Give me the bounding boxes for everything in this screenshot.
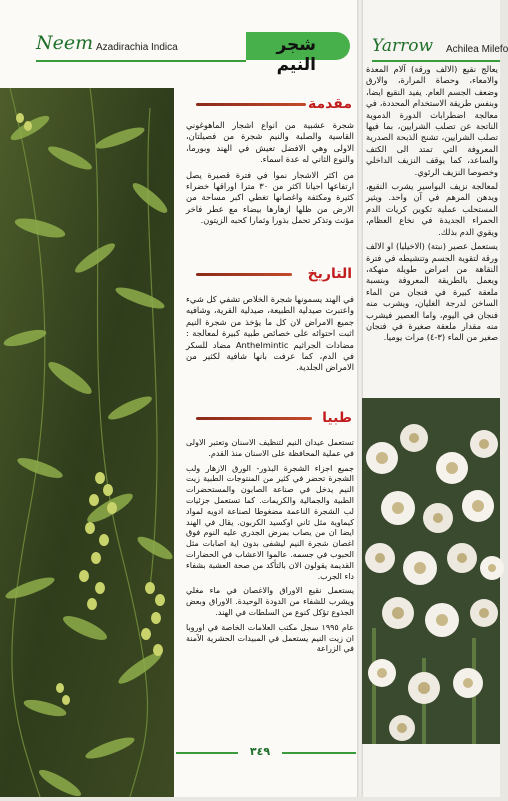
yarrow-title: Yarrow bbox=[372, 36, 434, 56]
neem-latin-name: Azadirachia Indica bbox=[96, 42, 178, 53]
intro-paragraph: شجرة عشبية من انواع اشجار الماهوغوني القاسية والصلبة والنيم شجرة من فصيلتان، الاولى وهي الافضل تعيش في الهند وبورما، والنوع الثاني له عدة اسماء. bbox=[186, 120, 354, 165]
header-rule-right bbox=[372, 60, 500, 62]
neem-title: Neem bbox=[36, 32, 94, 54]
section-rule-history bbox=[196, 273, 292, 276]
intro-paragraph: من اكثر الاشجار نموا في فترة قصيرة يصل ارتفاعها احيانا اكثر من ٣٠ مترا اوراقها خضراء كثيرة ومكثفة واغصانها تغطي اكبر مساحة من الارض من ظلها ازهارها بيضاء مع عطر فاخر مؤنث وتذكر تحمل بذورا وثمارا كحبه الزيتون. bbox=[186, 169, 354, 226]
yarrow-paragraph: يعالج نقيع (الالف ورقة) آلام المعدة والامعاء، وحصاة المرارة، والارق وضعف الجسم العام. يفيد النقيع ايضا، وبنفس طريقة الاستخدام المحددة، في معالجة اضطرابات الدورة الدموية الناتجة عن تصلب الشرايين، بما فيها تصلب الشرايين، تشنج الذبحة الصدرية المعروفة التي تمتد الى الكتف والساعد، كما يوقف النزيف الداخلي وخصوصا النزيف الرئوي. bbox=[366, 64, 498, 177]
section-title-medical: طبيا bbox=[322, 410, 352, 426]
section-title-history: التاريخ bbox=[307, 266, 352, 282]
medical-paragraph: جميع اجزاء الشجرة البذور- الورق الازهار ولب الشجرة تحضر في كثير من المنتوجات الطبية زيت النيم يدخل في صناعة الصابون والمستحضرات الطبية والجمالية والكريمات. كما تستعمل جزئيات لب الشجرة الناعمة مضغوطا لصناعة ادويه لمواد كيماوية مثل ثاني اوكسيد الكربون. يقال في الهند ايضا ان من يصاب بمرض الجدري عليه النوم فوق اغصان شجرة النيم ليشفى بدون اية اصابات مثل الحبوب في جسمه. عالموا الاعشاب في الحضارات القديمة يقولون الان بالتأكد من صحة العشبة بشفاء داء الجرب. bbox=[186, 463, 354, 581]
neem-branch-photo bbox=[0, 88, 174, 797]
medical-text bbox=[186, 438, 354, 659]
yarrow-text bbox=[366, 64, 498, 394]
page-number: ٣٤٩ bbox=[249, 745, 271, 758]
medical-paragraph: تستعمل عيدان النيم لتنظيف الاسنان وتعتبر الاولى في عملية المحافظة على الاسنان منذ القدم. bbox=[186, 438, 354, 458]
history-text bbox=[186, 294, 354, 378]
section-rule-intro bbox=[196, 103, 306, 106]
yarrow-flowers-illustration bbox=[362, 398, 500, 744]
section-title-intro: مقدمة bbox=[308, 96, 352, 112]
footer-rule-left bbox=[176, 752, 238, 754]
yarrow-latin-name: Achilea Milefo bbox=[446, 44, 508, 55]
neem-leaves-illustration bbox=[0, 88, 174, 797]
yarrow-paragraph: يستعمل عصير (نبتة) (الاخيليا) او الالف ورقة لتقوية الجسم وتنشيطه في فترة النقاهة من امراض طويلة منهكة، ويعمل بالطريقة المعروفة وبنسبة ملعقة كبيرة في فنجان من الماء الساخن لدرجة الغليان، ويشرب منه فنجان في اليوم، واما العصير فيشرب منه مقدار ملعقة صغيرة في فنجان صغير من الماء (٣-٤) مرات يوميا. bbox=[366, 241, 498, 343]
medical-paragraph: يستعمل نقيع الاوراق والاغصان في ماء مغلي ويشرب للشفاء من الدودة الوحيدة. الاوراق وبعض الجذوع تؤكل كنوع من السلطات في الهند. bbox=[186, 586, 354, 617]
section-rule-medical bbox=[196, 417, 312, 420]
arabic-title: شجر النيم bbox=[276, 35, 316, 75]
medical-paragraph: عام ١٩٩٥ سجل مكتب العلامات الخاصة في اوروبا ان زيت النيم يستعمل في المبيدات الحشرية الآمنة في الزراعة bbox=[186, 622, 354, 654]
footer-rule-right bbox=[282, 752, 356, 754]
yarrow-flowers-photo bbox=[362, 398, 500, 744]
yarrow-paragraph: لمعالجة نزيف البواسير يشرب النقيع، ويدهن المرهم في آن واحد. ويثير المستحلب عملية تكوين كريات الدم الحمراء الجديدة في نخاع العظام، ويقوي الدم بذلك. bbox=[366, 181, 498, 237]
header-rule-left bbox=[36, 60, 246, 62]
history-paragraph: في الهند يسمونها شجرة الخلاص تشفي كل شيء واعتبرت صيدلية الطبيعة، صيدلية القرية، وشافيه جميع الامراض لان كل ما يؤخذ من شجرة النيم اثبت احتوائه على خصائص طبية كبيرة لمعالجة : مضادات الجراثيم Anthelmintic مضاد للسكر في الدم، كما عرفت بانها شافية لكثير من الامراض الجلدية. bbox=[186, 294, 354, 373]
intro-text bbox=[186, 120, 354, 231]
